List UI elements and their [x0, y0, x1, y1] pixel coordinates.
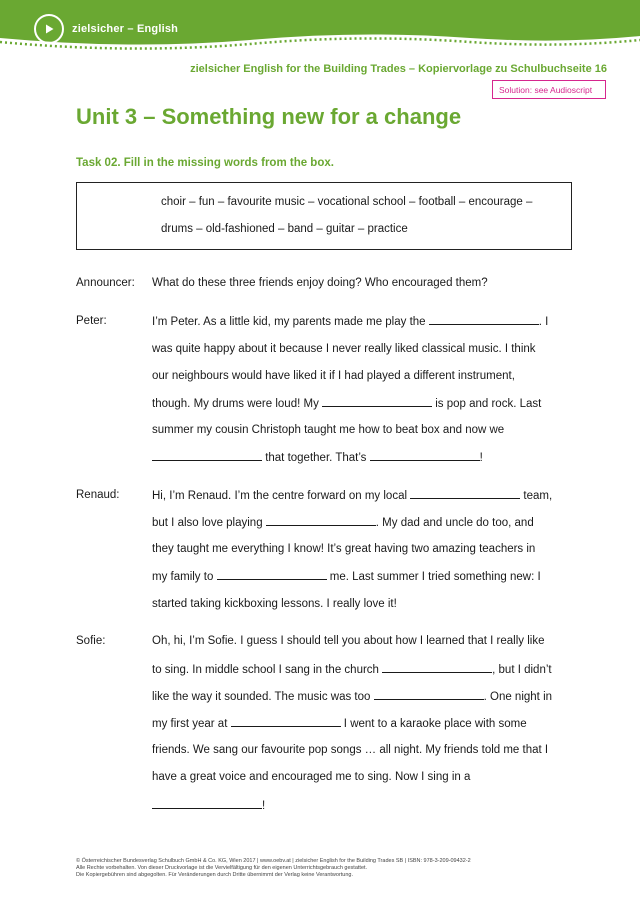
sofie-line-2 — [152, 663, 552, 676]
blank-field[interactable] — [152, 451, 262, 461]
blank-field[interactable] — [410, 489, 520, 499]
text-segment: me. Last summer I tried something new: I — [326, 571, 541, 583]
task-title: Task 02. Fill in the missing words from the box. — [76, 157, 334, 169]
word-box-line-2: drums – old-fashioned – band – guitar – practice — [161, 223, 408, 235]
speaker-announcer: Announcer: — [76, 277, 135, 289]
blank-field[interactable] — [370, 451, 480, 461]
peter-line-1 — [152, 315, 548, 328]
text-segment: my family to — [152, 571, 217, 583]
blank-field[interactable] — [429, 315, 539, 325]
sofie-line-7 — [152, 799, 265, 812]
renaud-line-2 — [152, 516, 534, 529]
text-segment: ! — [479, 452, 483, 464]
blank-field[interactable] — [266, 516, 376, 526]
footer-line-1: © Österreichischer Bundesverlag Schulbuch GmbH & Co. KG, Wien 2017 | www.oebv.at | zielsicher English for the Building Trades SB | ISBN: 978-3-209-09432-2 — [76, 858, 471, 864]
unit-title: Unit 3 – Something new for a change — [76, 104, 462, 129]
renaud-line-1 — [152, 489, 552, 502]
sofie-line-1: Oh, hi, I’m Sofie. I guess I should tell you about how I learned that I really like — [152, 635, 545, 647]
page-footer — [76, 858, 471, 879]
footer-line-3: Die Kopiergebühren sind abgegolten. Für Veränderungen durch Dritte übernimmt der Verlag keine Verantwortung. — [76, 872, 354, 878]
blank-field[interactable] — [374, 690, 484, 700]
text-segment: I’m Peter. As a little kid, my parents made me play the — [152, 316, 429, 328]
text-segment: but I also love playing — [152, 517, 266, 529]
text-segment: . My dad and uncle do too, and — [375, 517, 534, 529]
sofie-line-5: friends. We sang our favourite pop songs … all night. My friends told me that I — [152, 744, 549, 756]
sofie-line-3 — [152, 690, 552, 703]
solution-badge: Solution: see Audioscript — [492, 80, 606, 99]
text-segment: Hi, I’m Renaud. I’m the centre forward on my local — [152, 490, 411, 502]
renaud-line-4 — [152, 570, 541, 583]
blank-field[interactable] — [382, 663, 492, 673]
text-segment: my first year at — [152, 718, 231, 730]
peter-line-6 — [152, 451, 483, 464]
text-segment: to sing. In middle school I sang in the church — [152, 664, 383, 676]
peter-line-2: was quite happy about it because I never really liked classical music. I think — [152, 343, 536, 355]
text-segment: like the way it sounded. The music was too — [152, 691, 374, 703]
blank-field[interactable] — [152, 799, 262, 809]
speaker-peter: Peter: — [76, 315, 107, 327]
text-segment: is pop and rock. Last — [432, 398, 542, 410]
peter-line-3: our neighbours would have liked it if I had played a different instrument, — [152, 370, 515, 382]
text-segment: , but I didn’t — [492, 664, 552, 676]
word-box-line-1: choir – fun – favourite music – vocational school – football – encourage – — [161, 196, 533, 208]
renaud-line-5: started taking kickboxing lessons. I really love it! — [152, 598, 397, 610]
text-segment: that together. That’s — [262, 452, 370, 464]
play-icon — [34, 14, 64, 44]
text-segment: . One night in — [483, 691, 553, 703]
brand-name: zielsicher – English — [72, 23, 179, 35]
text-segment: I went to a karaoke place with some — [340, 718, 527, 730]
speaker-sofie: Sofie: — [76, 635, 106, 647]
sofie-line-6: have a great voice and encouraged me to sing. Now I sing in a — [152, 771, 471, 783]
blank-field[interactable] — [231, 717, 341, 727]
text-segment: . I — [538, 316, 549, 328]
announcer-line: What do these three friends enjoy doing? Who encouraged them? — [152, 277, 488, 289]
text-segment: ! — [262, 800, 266, 812]
text-segment: though. My drums were loud! My — [152, 398, 323, 410]
brand-logo — [34, 14, 178, 44]
blank-field[interactable] — [322, 397, 432, 407]
speaker-renaud: Renaud: — [76, 489, 120, 501]
blank-field[interactable] — [217, 570, 327, 580]
peter-line-5: summer my cousin Christoph taught me how to beat box and now we — [152, 424, 505, 436]
word-box — [76, 182, 572, 250]
sofie-line-4 — [152, 717, 527, 730]
footer-line-2: Alle Rechte vorbehalten. Von dieser Druckvorlage ist die Vervielfältigung für den eigenen Unterrichtsgebrauch gestattet. — [76, 865, 368, 871]
page-subtitle: zielsicher English for the Building Trades – Kopiervorlage zu Schulbuchseite 16 — [190, 63, 607, 75]
renaud-line-3: they taught me everything I know! It’s great having two amazing teachers in — [152, 543, 536, 555]
peter-line-4 — [152, 397, 541, 410]
text-segment: team, — [520, 490, 553, 502]
